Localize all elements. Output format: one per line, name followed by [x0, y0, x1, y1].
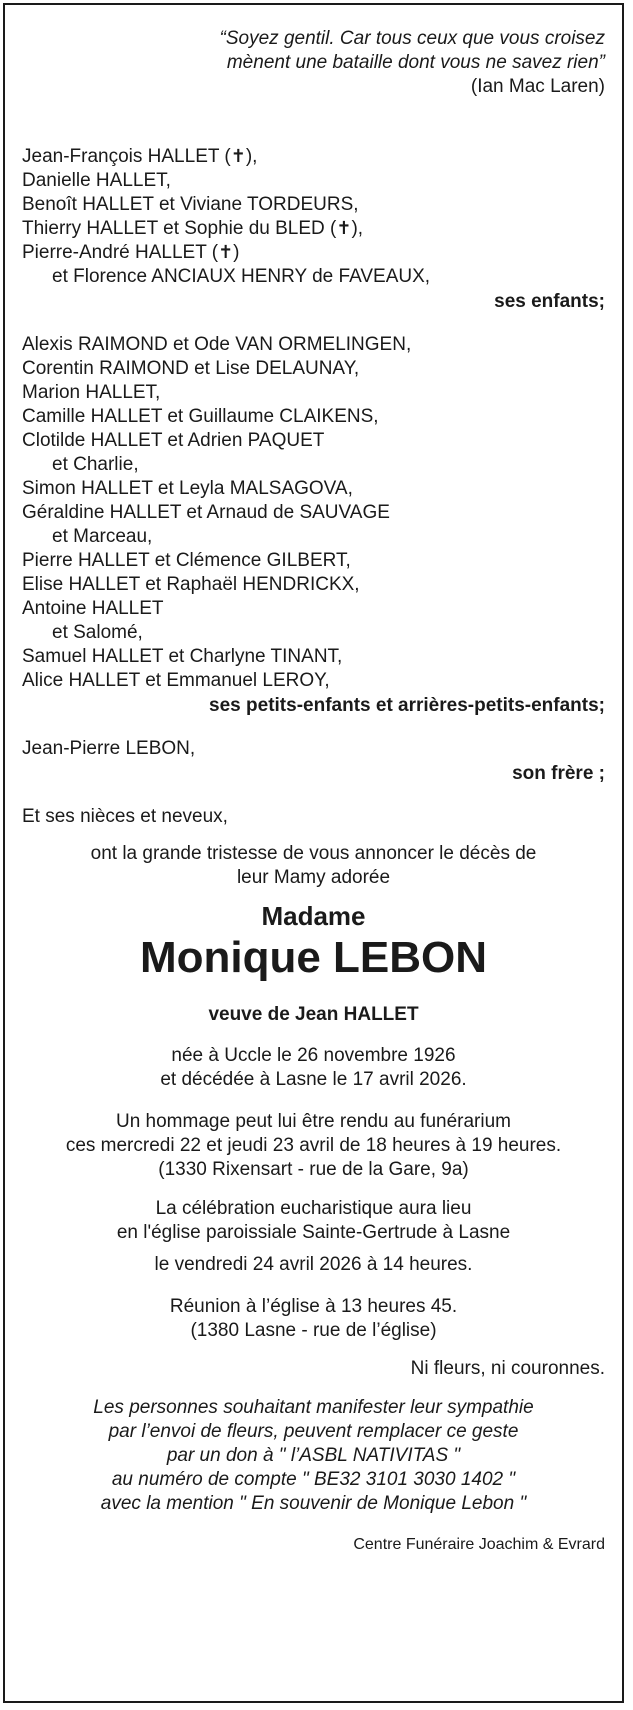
ceremony-line-2: en l'église paroissiale Sainte-Gertrude à Lasne: [116, 1222, 511, 1243]
funerarium-line-2: ces mercredi 22 et jeudi 23 avril de 18 heures à 19 heures.: [65, 1135, 562, 1156]
funerarium-line-1: Un hommage peut lui être rendu au funérarium: [115, 1111, 511, 1132]
quote-line-2: mènent une bataille dont vous ne savez rien”: [226, 52, 605, 73]
death-line: et décédée à Lasne le 17 avril 2026.: [160, 1069, 467, 1090]
ceremony-line-1: La célébration eucharistique aura lieu: [155, 1198, 472, 1219]
cross-icon: ✝: [230, 146, 246, 167]
quote-author: (Ian Mac Laren): [470, 76, 605, 97]
obituary-notice: [3, 3, 624, 1703]
funerarium-address: (1330 Rixensart - rue de la Gare, 9a): [158, 1159, 469, 1180]
donation-line-3: par un don à " l’ASBL NATIVITAS ": [166, 1445, 461, 1466]
grandchild-line: et Charlie,: [52, 454, 139, 475]
donation-line-5: avec la mention " En souvenir de Monique Lebon ": [100, 1493, 527, 1514]
brother-label: son frère ;: [512, 763, 605, 784]
no-flowers: Ni fleurs, ni couronnes.: [410, 1358, 605, 1379]
funeral-home-name: Centre Funéraire Joachim & Evrard: [353, 1536, 605, 1553]
grandchild-line: Marion HALLET,: [22, 382, 161, 403]
quote-line-1: “Soyez gentil. Car tous ceux que vous croisez: [219, 28, 605, 49]
child-5-partner: et Florence ANCIAUX HENRY de FAVEAUX,: [52, 266, 431, 287]
cross-icon: ✝: [336, 218, 352, 239]
child-5: Pierre-André HALLET (✝): [22, 242, 240, 263]
brother-name: Jean-Pierre LEBON,: [22, 738, 196, 759]
widow-of: veuve de Jean HALLET: [208, 1004, 419, 1025]
donation-line-2: par l’envoi de fleurs, peuvent remplacer ce geste: [108, 1421, 519, 1442]
grandchild-line: Clotilde HALLET et Adrien PAQUET: [22, 430, 325, 451]
grandchild-line: et Marceau,: [52, 526, 153, 547]
children-label: ses enfants;: [494, 291, 605, 312]
grandchildren-label: ses petits-enfants et arrières-petits-enfants;: [209, 695, 605, 716]
grandchild-line: Simon HALLET et Leyla MALSAGOVA,: [22, 478, 353, 499]
donation-line-4: au numéro de compte " BE32 3101 3030 1402 ": [111, 1469, 516, 1490]
donation-line-1: Les personnes souhaitant manifester leur sympathie: [93, 1397, 534, 1418]
grandchild-line: Géraldine HALLET et Arnaud de SAUVAGE: [22, 502, 390, 523]
grandchild-line: Alexis RAIMOND et Ode VAN ORMELINGEN,: [22, 334, 412, 355]
grandchild-line: Antoine HALLET: [22, 598, 164, 619]
child-1: Jean-François HALLET (✝),: [22, 146, 258, 167]
grandchild-line: Alice HALLET et Emmanuel LEROY,: [22, 670, 330, 691]
grandchild-line: Camille HALLET et Guillaume CLAIKENS,: [22, 406, 379, 427]
ceremony-line-3: le vendredi 24 avril 2026 à 14 heures.: [154, 1254, 473, 1275]
deceased-title: Madame: [261, 901, 366, 931]
grandchild-line: Samuel HALLET et Charlyne TINANT,: [22, 646, 343, 667]
grandchild-line: Elise HALLET et Raphaël HENDRICKX,: [22, 574, 360, 595]
announcement-line-2: leur Mamy adorée: [236, 867, 391, 888]
nieces-line: Et ses nièces et neveux,: [22, 806, 228, 827]
deceased-name: Monique LEBON: [139, 933, 488, 982]
cross-icon: ✝: [218, 242, 234, 263]
birth-line: née à Uccle le 26 novembre 1926: [171, 1045, 456, 1066]
grandchild-line: Corentin RAIMOND et Lise DELAUNAY,: [22, 358, 360, 379]
child-2: Danielle HALLET,: [22, 170, 171, 191]
meeting-line-1: Réunion à l’église à 13 heures 45.: [169, 1296, 458, 1317]
grandchild-line: et Salomé,: [52, 622, 143, 643]
announcement-line-1: ont la grande tristesse de vous annoncer le décès de: [90, 843, 537, 864]
grandchild-line: Pierre HALLET et Clémence GILBERT,: [22, 550, 351, 571]
child-4: Thierry HALLET et Sophie du BLED (✝),: [22, 218, 364, 239]
child-3: Benoît HALLET et Viviane TORDEURS,: [22, 194, 359, 215]
meeting-address: (1380 Lasne - rue de l’église): [190, 1320, 437, 1341]
